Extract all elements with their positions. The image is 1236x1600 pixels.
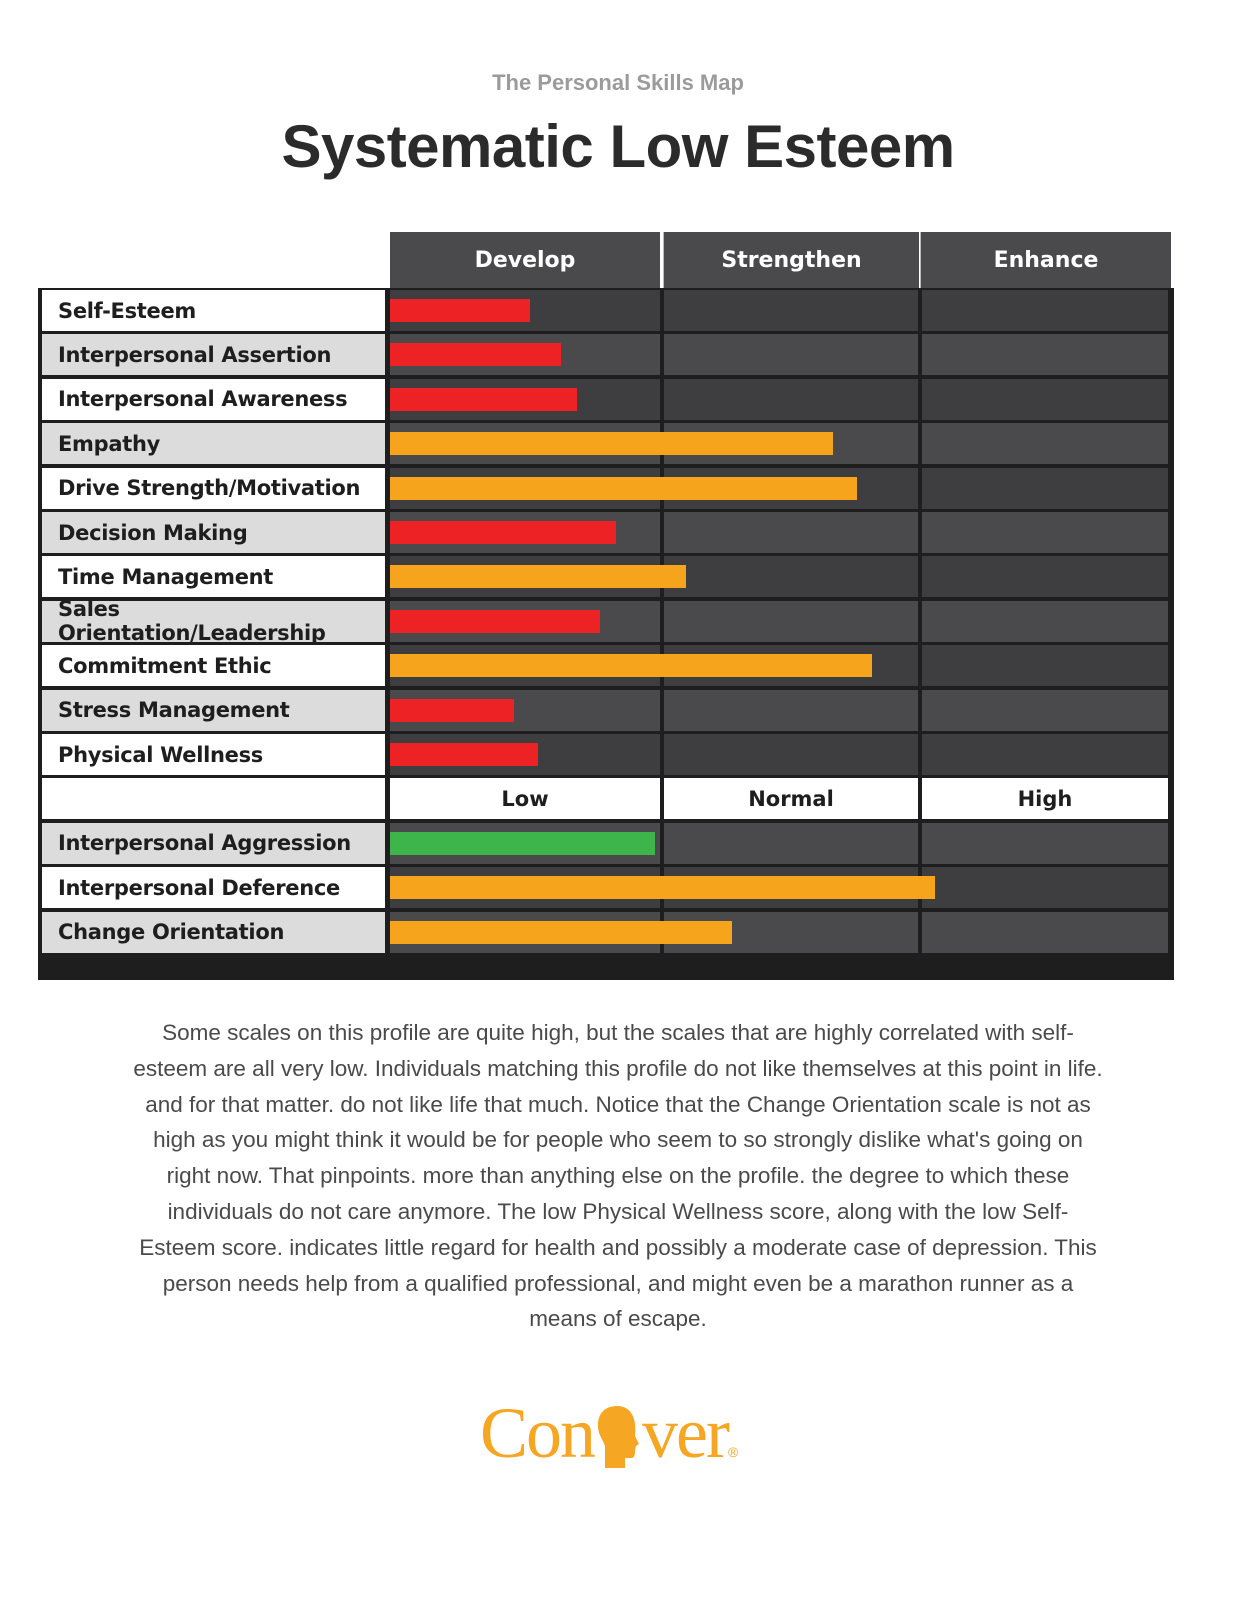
profile-description: Some scales on this profile are quite high, but the scales that are highly correlated with self-esteem are all very low. Individuals matching this profile do not like themselves at this point in life. and for that matter. do not like life that much. Notice that the Change Orientation scale is not as high as you might think it would be for people who seem to so strongly dislike what's going on right now. That pinpoints. more than anything else on the profile. the degree to which these individuals do not care anymore. The low Physical Wellness score, along with the low Self-Esteem score. indicates little regard for health and possibly a moderate case of depression. This person needs help from a qualified professional, and might even be a marathon runner as a means of escape.: [133, 1020, 1103, 1332]
column-header-enhance: Enhance: [920, 232, 1171, 288]
table-row: [38, 556, 1174, 597]
scale-label-low: Low: [390, 778, 660, 819]
score-bar: [390, 432, 833, 455]
score-bar: [390, 388, 577, 411]
column-header-develop: Develop: [390, 232, 660, 288]
table-row: [38, 734, 1174, 775]
table-row: [38, 379, 1174, 420]
table-row: [38, 423, 1174, 464]
band-cell: [664, 512, 918, 553]
score-bar: [390, 565, 686, 588]
row-label: Time Management: [42, 556, 385, 597]
score-bar: [390, 654, 872, 677]
band-cell: [922, 823, 1168, 864]
scale-label-row: [38, 778, 1174, 819]
band-cell: [664, 690, 918, 731]
band-cell: [664, 334, 918, 375]
row-label: Self-Esteem: [42, 290, 385, 331]
scale-row-blank: [42, 778, 385, 819]
band-cell: [922, 334, 1168, 375]
row-label: Interpersonal Awareness: [42, 379, 385, 420]
column-header-strengthen: Strengthen: [663, 232, 919, 288]
row-label: Physical Wellness: [42, 734, 385, 775]
table-row: [38, 334, 1174, 375]
registered-mark: ®: [727, 1444, 737, 1460]
band-cell: [922, 556, 1168, 597]
table-row: [38, 912, 1174, 953]
logo-text-end: ver: [642, 1393, 728, 1473]
logo-text-start: Con: [480, 1393, 595, 1473]
band-cell: [922, 423, 1168, 464]
band-cell: [664, 734, 918, 775]
row-label: Interpersonal Assertion: [42, 334, 385, 375]
band-cell: [922, 912, 1168, 953]
row-label: Interpersonal Aggression: [42, 823, 385, 864]
band-cell: [922, 645, 1168, 686]
score-bar: [390, 743, 538, 766]
score-bar: [390, 610, 600, 633]
band-cell: [664, 379, 918, 420]
row-label: Change Orientation: [42, 912, 385, 953]
band-cell: [664, 601, 918, 642]
conover-logo: [480, 1392, 750, 1472]
band-cell: [922, 601, 1168, 642]
score-bar: [390, 699, 514, 722]
score-bar: [390, 343, 561, 366]
table-row: [38, 823, 1174, 864]
table-row: [38, 468, 1174, 509]
score-bar: [390, 832, 655, 855]
score-bar: [390, 921, 732, 944]
head-silhouette-icon: [595, 1404, 641, 1470]
band-cell: [922, 379, 1168, 420]
row-label: Commitment Ethic: [42, 645, 385, 686]
scale-label-normal: Normal: [664, 778, 918, 819]
score-bar: [390, 299, 530, 322]
page-title: Systematic Low Esteem: [281, 113, 955, 180]
band-cell: [922, 512, 1168, 553]
score-bar: [390, 477, 857, 500]
table-row: [38, 290, 1174, 331]
band-cell: [922, 468, 1168, 509]
page-subtitle: The Personal Skills Map: [492, 70, 744, 95]
score-bar: [390, 876, 935, 899]
table-row: [38, 645, 1174, 686]
row-label: Empathy: [42, 423, 385, 464]
band-cell: [922, 867, 1168, 908]
scale-label-high: High: [922, 778, 1168, 819]
band-cell: [664, 556, 918, 597]
row-label: Sales Orientation/Leadership: [42, 601, 385, 642]
table-row: [38, 867, 1174, 908]
band-cell: [922, 690, 1168, 731]
skills-chart-table: [38, 288, 1174, 980]
row-label: Drive Strength/Motivation: [42, 468, 385, 509]
row-label: Stress Management: [42, 690, 385, 731]
row-label: Decision Making: [42, 512, 385, 553]
band-cell: [664, 290, 918, 331]
table-row: [38, 690, 1174, 731]
band-cell: [922, 734, 1168, 775]
score-bar: [390, 521, 616, 544]
table-row: [38, 597, 1174, 646]
band-cell: [922, 290, 1168, 331]
row-label: Interpersonal Deference: [42, 867, 385, 908]
band-cell: [664, 823, 918, 864]
table-row: [38, 512, 1174, 553]
